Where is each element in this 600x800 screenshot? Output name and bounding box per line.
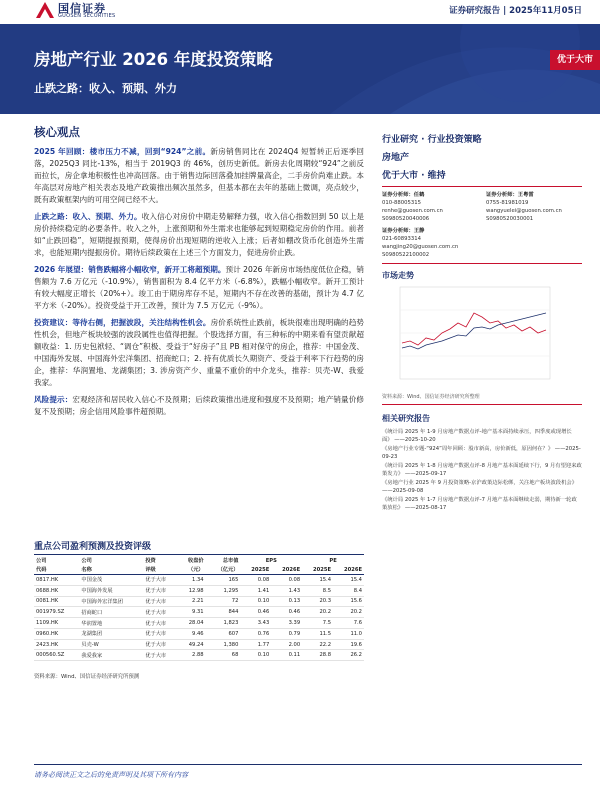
table-cell: 0.10 <box>240 596 271 607</box>
table-cell: 15.4 <box>333 575 364 586</box>
divider <box>382 404 582 405</box>
table-cell: 844 <box>206 607 241 618</box>
forecast-table-title: 重点公司盈利预测及投资评级 <box>34 542 152 552</box>
footer-divider <box>34 764 582 765</box>
analyst-phone: 010-88005315 <box>382 200 421 206</box>
table-cell: 001979.SZ <box>34 607 79 618</box>
paragraph-text: 房价系统性止跌前，板块很难出现明确的趋势性机会，但地产板块较强的波段属性也值得把握。个股选择方面，有三种标的中期来看有望贡献超额收益：1. 历史包袱轻、“调仓”积极、受益于“好房子”且 PB 相对保守的房企，推荐：中国金茂、中国海外发展、中国海外宏洋集团、招商蛇口；2. 持有优质长久期资产、受益于利率下行趋势的房企，推荐：华润置地、龙湖集团；3. 涉房资产少、重量不重价的中介龙头，推荐：贝壳-W、我爱我家。 <box>34 318 365 387</box>
paragraph-text: 收入信心对房价中期走势解释力强，收入信心指数回到 50 以上是房价持续稳定的必要条件。收入之外，上涨预期和外生需求也能够起到短期稳定房价的作用。前者如“止跌回稳”，短期提振预期，使得房价出现短期的逆收入上涨；后者如棚改货币化创造外生需求，也能短期内提振房价。期待后续政策在上述三个方面发力，促进房价止跌。 <box>34 212 364 257</box>
table-cell: 7.5 <box>302 618 333 629</box>
table-header-cell: 投资 <box>143 555 178 566</box>
market-trend-title: 市场走势 <box>382 271 414 280</box>
rating-badge: 优于大市 <box>550 50 600 70</box>
table-cell: 2.00 <box>271 639 302 650</box>
table-header-cell: PE <box>302 555 364 566</box>
sidebar <box>382 132 582 513</box>
paragraph-path <box>34 211 364 259</box>
table-cell: 1.77 <box>240 639 271 650</box>
table-cell: 9.31 <box>178 607 206 618</box>
table-cell: 0.13 <box>271 596 302 607</box>
report-category: 行业研究 · 行业投资策略 <box>382 135 482 145</box>
table-cell: 2.88 <box>178 650 206 661</box>
table-cell: 20.2 <box>302 607 333 618</box>
analyst-card <box>382 191 478 223</box>
top-bar <box>0 0 600 24</box>
table-cell: 607 <box>206 628 241 639</box>
paragraph-review <box>34 146 364 206</box>
report-title: 房地产行业 2026 年度投资策略 <box>34 50 273 69</box>
table-cell: 我爱我家 <box>79 650 143 661</box>
disclaimer-footer: 请务必阅读正文之后的免责声明及其项下所有内容 <box>34 771 188 779</box>
table-cell: 0688.HK <box>34 585 79 596</box>
table-cell: 3.43 <box>240 618 271 629</box>
table-row <box>34 650 364 661</box>
table-cell: 72 <box>206 596 241 607</box>
table-cell: 8.4 <box>333 585 364 596</box>
table-cell: 12.98 <box>178 585 206 596</box>
related-report-item[interactable]: 《房地产行业专题-“924”周年回顾：股市新高，房价新低，原因何在？》 ——2025-09-23 <box>382 446 581 460</box>
related-report-item[interactable]: 《房地产行业 2025 年 9 月投资策略-京沪政策边际松绑，关注地产板块波段机会》 ——2025-09-08 <box>382 480 577 494</box>
table-cell: 8.5 <box>302 585 333 596</box>
table-header-cell: （元） <box>178 565 206 575</box>
table-cell: 招商蛇口 <box>79 607 143 618</box>
table-header-cell: 公司 <box>34 555 79 566</box>
related-report-item[interactable]: 《统计局 2025 年 1-8 月房地产数据点评-8 月地产基本面延续下行，9 月有望迎来政策发力》 ——2025-09-17 <box>382 463 582 477</box>
analyst-card <box>486 191 582 223</box>
core-views-section <box>34 124 364 423</box>
analyst-cert: S0980520030001 <box>486 216 534 222</box>
table-cell: 优于大市 <box>143 650 178 661</box>
related-report-item[interactable]: 《统计局 2025 年 1-7 月房地产数据点评-7 月地产基本面继续走弱，期待新一轮政策放松》 ——2025-08-17 <box>382 497 577 511</box>
table-row <box>34 618 364 629</box>
table-header-cell: 总市值 <box>206 555 241 566</box>
table-row <box>34 575 364 586</box>
table-cell: 165 <box>206 575 241 586</box>
table-cell: 28.04 <box>178 618 206 629</box>
table-cell: 龙湖集团 <box>79 628 143 639</box>
table-header-cell: 2026E <box>333 565 364 575</box>
analyst-card <box>382 227 478 259</box>
table-row <box>34 585 364 596</box>
table-cell: 华润置地 <box>79 618 143 629</box>
analyst-name: 证券分析师：王静 <box>382 228 425 234</box>
table-cell: 0.46 <box>240 607 271 618</box>
table-row <box>34 596 364 607</box>
analyst-email[interactable]: wangyuelei@guosen.com.cn <box>486 208 562 214</box>
paragraph-lead: 2026 年展望：销售跌幅将小幅收窄，新开工将超预期。 <box>34 265 226 274</box>
table-cell: 1,823 <box>206 618 241 629</box>
paragraph-risk <box>34 394 364 418</box>
table-cell: 3.39 <box>271 618 302 629</box>
analyst-phone: 0755-81981019 <box>486 200 529 206</box>
table-header-row <box>34 565 364 575</box>
related-report-item[interactable]: 《统计局 2025 年 1-9 月房地产数据点评-地产基本面持续承压，四季度或现增长面》 ——2025-10-20 <box>382 429 572 443</box>
table-cell: 2.21 <box>178 596 206 607</box>
forecast-table <box>34 554 364 661</box>
table-header-cell: 2026E <box>271 565 302 575</box>
table-body <box>34 575 364 661</box>
market-trend-chart <box>382 283 582 391</box>
table-cell: 贝壳-W <box>79 639 143 650</box>
table-cell: 19.6 <box>333 639 364 650</box>
title-banner <box>0 24 600 114</box>
table-header-cell: EPS <box>240 555 302 566</box>
analyst-name: 证券分析师：任鹤 <box>382 192 425 198</box>
analyst-cert: S0980520040006 <box>382 216 430 222</box>
analyst-email[interactable]: wangjing20@guosen.com.cn <box>382 244 459 250</box>
related-reports-title: 相关研究报告 <box>382 414 430 423</box>
table-header-cell: 收盘价 <box>178 555 206 566</box>
table-cell: 15.6 <box>333 596 364 607</box>
table-cell: 11.0 <box>333 628 364 639</box>
paragraph-outlook <box>34 264 364 312</box>
table-cell: 中国海外发展 <box>79 585 143 596</box>
table-cell: 0.11 <box>271 650 302 661</box>
table-cell: 20.2 <box>333 607 364 618</box>
table-cell: 优于大市 <box>143 639 178 650</box>
table-cell: 000560.SZ <box>34 650 79 661</box>
table-header-cell: （亿元） <box>206 565 241 575</box>
table-header-cell: 名称 <box>79 565 143 575</box>
table-cell: 中国金茂 <box>79 575 143 586</box>
guosen-logo <box>36 1 136 23</box>
table-cell: 0.08 <box>240 575 271 586</box>
industry-name: 房地产 <box>382 153 410 163</box>
table-cell: 优于大市 <box>143 628 178 639</box>
paragraph-advice <box>34 317 364 389</box>
table-cell: 20.3 <box>302 596 333 607</box>
paragraph-text: 宏观经济和居民收入信心不及预期；后续政策推出进度和强度不及预期；地产销量价修复不及预期；房企信用风险事件超预期。 <box>34 395 365 416</box>
table-cell: 0.76 <box>240 628 271 639</box>
table-cell: 0.46 <box>271 607 302 618</box>
paragraph-text: 新房销售同比在 2024Q4 短暂转正后逐季回落，2025Q3 同比-13%，相当于 2019Q3 的 46%，创历史新低。新房去化周期较“924”之前反而拉长，房企拿地积极性也冲高回落。由于销售边际回落叠加挂牌量高企，二手房价尚难止跌。本年高层对房地产相关表态及地产政策推出频次虽然多，但基本都在去年的基础上微调，亮点较少，既有政策框架内的可用空间已经不大。 <box>34 147 364 204</box>
paragraph-text: 预计 2026 年新房市场热度低位企稳，销售额为 7.6 万亿元（-10.9%），销售面积为 8.4 亿平方米（-6.8%），跌幅小幅收窄。新开工预计有较大幅度正增长（20%+）。竣工由于期房库存不足，短期内不存在改善的基础，预计为 4.7 亿平方米（-20%）。投资受益于开工改善，预计为 7.5 万亿元（-9%）。 <box>34 265 364 310</box>
table-row <box>34 639 364 650</box>
logo-en-text: GUOSEN SECURITIES <box>58 13 116 19</box>
table-cell: 2423.HK <box>34 639 79 650</box>
divider <box>382 263 582 264</box>
table-source-note: 资料来源：Wind、国信证券经济研究所预测 <box>34 674 140 680</box>
table-cell: 0.10 <box>240 650 271 661</box>
industry-rating: 优于大市 · 维持 <box>382 171 446 181</box>
table-cell: 0.79 <box>271 628 302 639</box>
table-cell: 28.8 <box>302 650 333 661</box>
table-header-cell: 2025E <box>302 565 333 575</box>
table-cell: 优于大市 <box>143 585 178 596</box>
core-views-heading: 核心观点 <box>34 125 80 139</box>
table-cell: 22.2 <box>302 639 333 650</box>
paragraph-lead: 风险提示： <box>34 395 73 404</box>
chart-source-note: 资料来源：Wind、国信证券经济研究所整理 <box>382 394 480 400</box>
analyst-name: 证券分析师：王粤雷 <box>486 192 534 198</box>
report-type: 证券研究报告 | 2025年11月05日 <box>449 6 582 16</box>
table-cell: 0.08 <box>271 575 302 586</box>
market-trend-graphic <box>382 283 582 391</box>
logo-cn-text: 国信证券 <box>58 2 106 15</box>
analyst-list <box>382 191 582 259</box>
table-cell: 7.6 <box>333 618 364 629</box>
table-cell: 26.2 <box>333 650 364 661</box>
table-row <box>34 607 364 618</box>
paragraph-lead: 2025 年回顾：楼市压力不减，回到“924”之前。 <box>34 147 211 156</box>
table-cell: 49.24 <box>178 639 206 650</box>
report-subtitle: 止跌之路：收入、预期、外力 <box>34 82 177 95</box>
paragraph-lead: 止跌之路：收入、预期、外力。 <box>34 212 142 221</box>
table-cell: 0817.HK <box>34 575 79 586</box>
analyst-cert: S0980522100002 <box>382 252 430 258</box>
table-cell: 15.4 <box>302 575 333 586</box>
table-row <box>34 628 364 639</box>
table-cell: 中国海外宏洋集团 <box>79 596 143 607</box>
table-header-cell: 公司 <box>79 555 143 566</box>
table-cell: 1.41 <box>240 585 271 596</box>
table-cell: 优于大市 <box>143 575 178 586</box>
table-cell: 0960.HK <box>34 628 79 639</box>
table-header-cell: 2025E <box>240 565 271 575</box>
table-cell: 1,380 <box>206 639 241 650</box>
table-header-cell: 评级 <box>143 565 178 575</box>
table-cell: 优于大市 <box>143 596 178 607</box>
table-cell: 1109.HK <box>34 618 79 629</box>
divider <box>382 186 582 187</box>
analyst-phone: 021-60893314 <box>382 236 421 242</box>
table-header-cell: 代码 <box>34 565 79 575</box>
table-cell: 优于大市 <box>143 607 178 618</box>
table-cell: 11.5 <box>302 628 333 639</box>
table-cell: 1,295 <box>206 585 241 596</box>
table-cell: 1.34 <box>178 575 206 586</box>
analyst-email[interactable]: renhe@guosen.com.cn <box>382 208 443 214</box>
logo-mark-icon <box>36 2 54 18</box>
table-cell: 1.43 <box>271 585 302 596</box>
table-header-row <box>34 555 364 566</box>
paragraph-lead: 投资建议：等待右侧，把握波段，关注结构性机会。 <box>34 318 211 327</box>
table-cell: 0081.HK <box>34 596 79 607</box>
table-cell: 9.46 <box>178 628 206 639</box>
table-cell: 优于大市 <box>143 618 178 629</box>
table-cell: 68 <box>206 650 241 661</box>
